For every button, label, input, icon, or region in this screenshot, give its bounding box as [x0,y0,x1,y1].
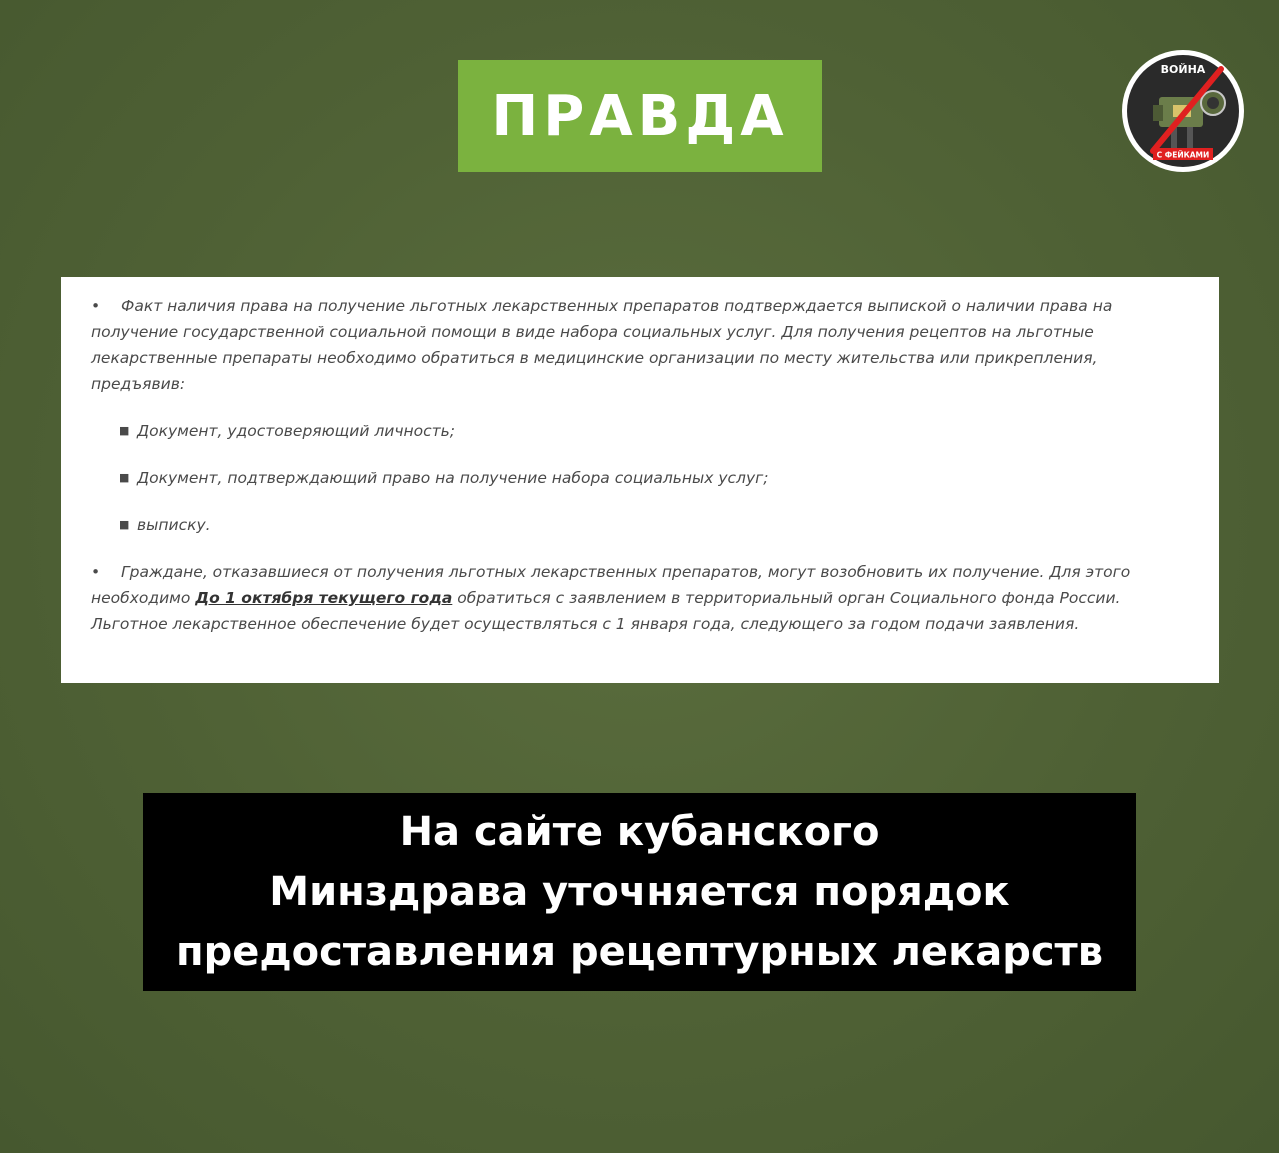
paragraph-renewal [91,559,1181,637]
logo-top-text: ВОЙНА [1160,63,1206,76]
list-item-text: выписку. [137,516,211,534]
list-item [91,465,1181,491]
caption-line-3: предоставления рецептурных лекарств [175,929,1104,975]
list-item-text: Документ, подтверждающий право на получение набора социальных услуг; [137,469,769,487]
deadline-link[interactable]: До 1 октября текущего года [195,589,453,607]
square-bullet-icon: ■ [119,471,130,484]
paragraph-rights-text: Факт наличия права на получение льготных лекарственных препаратов подтверждается выпиской о наличии права на получение государственной социальной помощи в виде набора социальных услуг. Для получения рецептов на льготные лекарственные препараты необходимо обратиться в медицинские организации по месту жительства или прикрепления, предъявив: [91,297,1113,393]
verdict-badge [458,60,822,172]
list-item [91,418,1181,444]
crossed-out-camera-icon [1113,45,1253,177]
list-item-text: Документ, удостоверяющий личность; [137,422,455,440]
caption-line-2: Минздрава уточняется порядок [269,869,1010,915]
list-item [91,512,1181,538]
logo-bottom-text: С ФЕЙКАМИ [1156,150,1210,160]
headline-caption [143,793,1136,991]
paragraph-rights [91,293,1181,397]
paragraph-renewal-text [91,559,1181,637]
square-bullet-icon: ■ [119,424,130,437]
renewal-text-after: обратиться с заявлением в территориальный орган Социального фонда России. Льготное лекарственное обеспечение будет осуществляться с 1 января года, следующего за годом подачи заявления. [91,589,1121,633]
bullet-icon: • [91,563,101,581]
bullet-icon: • [91,297,101,315]
document-text [91,293,1181,637]
square-bullet-icon: ■ [119,518,130,531]
caption-line-1: На сайте кубанского [399,809,880,855]
renewal-text-before: Граждане, отказавшиеся от получения льготных лекарственных препаратов, могут возобновить их получение. Для этого необходимо [91,563,1131,607]
channel-logo [1113,45,1253,177]
verdict-label: ПРАВДА [491,83,789,149]
quoted-page-screenshot [61,277,1219,683]
